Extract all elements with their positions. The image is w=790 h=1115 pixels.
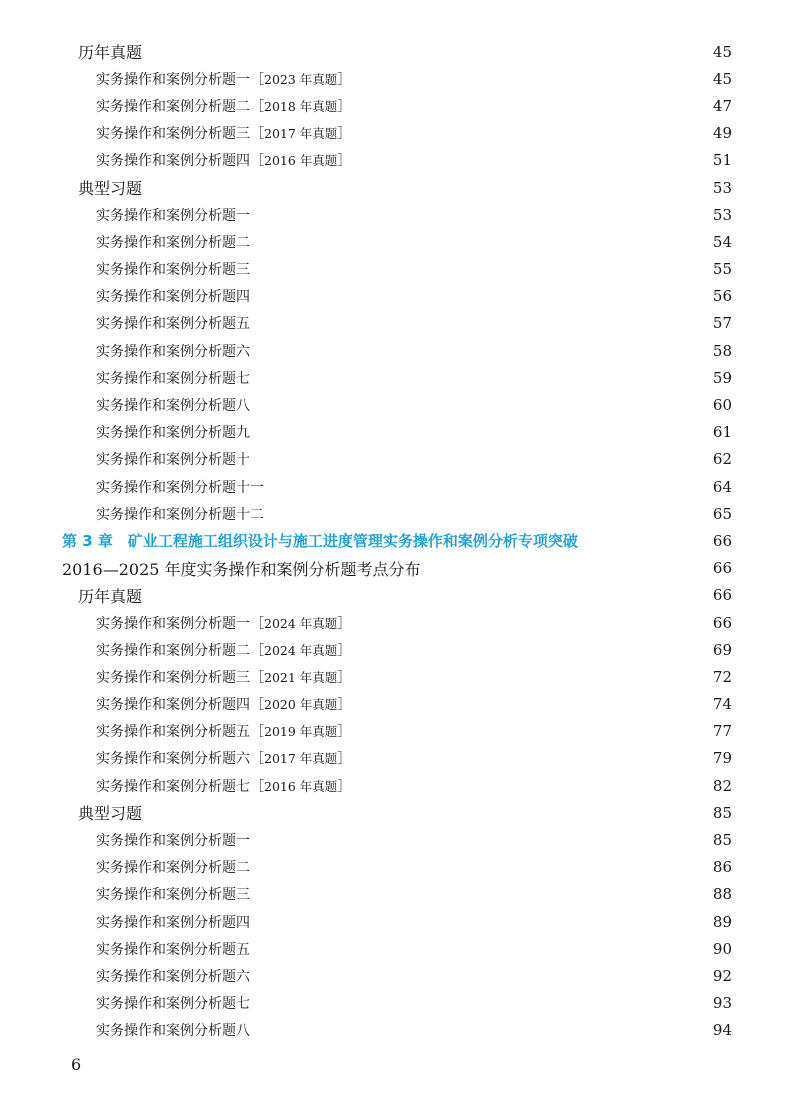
toc-entry-page: 49 bbox=[712, 124, 732, 143]
toc-entry-page: 51 bbox=[712, 151, 732, 170]
toc-entry-page: 85 bbox=[712, 803, 732, 822]
toc-entry-page: 61 bbox=[712, 423, 732, 442]
toc-entry[interactable] bbox=[62, 609, 732, 636]
bracket-close: ］ bbox=[337, 724, 352, 741]
dot-leader bbox=[256, 235, 698, 249]
toc-entry-title: 实务操作和案例分析题三 bbox=[96, 887, 250, 904]
toc-entry-title: 实务操作和案例分析题三 bbox=[96, 262, 250, 279]
dot-leader bbox=[256, 316, 698, 330]
bracket-open: ［ bbox=[250, 669, 264, 686]
bracket-open: ［ bbox=[250, 126, 264, 143]
toc-entry-page: 77 bbox=[712, 722, 732, 741]
toc-entry[interactable] bbox=[62, 745, 732, 772]
toc-entry-title: 实务操作和案例分析题二 bbox=[96, 860, 250, 877]
dot-leader bbox=[256, 969, 698, 983]
toc-entry-page: 57 bbox=[712, 314, 732, 333]
toc-entry[interactable] bbox=[62, 1017, 732, 1044]
toc-entry-page: 69 bbox=[712, 640, 732, 659]
toc-entry[interactable] bbox=[62, 65, 732, 92]
toc-entry[interactable] bbox=[62, 310, 732, 337]
toc-entry-title: 实务操作和案例分析题四 bbox=[96, 697, 250, 714]
toc-entry-year: 2023 年真题 bbox=[264, 71, 338, 87]
toc-entry-title: 实务操作和案例分析题十一 bbox=[96, 479, 264, 496]
toc-entry-title: 实务操作和案例分析题一 bbox=[96, 207, 250, 224]
toc-entry-title: 实务操作和案例分析题七 bbox=[96, 778, 250, 795]
toc-entry[interactable] bbox=[62, 92, 732, 119]
toc-entry[interactable] bbox=[62, 228, 732, 255]
bracket-open: ［ bbox=[250, 697, 264, 714]
dot-leader bbox=[256, 1023, 698, 1037]
toc-entry-page: 60 bbox=[712, 396, 732, 415]
toc-entry[interactable] bbox=[62, 826, 732, 853]
toc-entry-page: 56 bbox=[712, 287, 732, 306]
dot-leader bbox=[371, 724, 698, 738]
toc-entry[interactable] bbox=[62, 908, 732, 935]
toc-entry[interactable] bbox=[62, 38, 732, 65]
toc-entry-title: 实务操作和案例分析题四 bbox=[96, 153, 250, 170]
toc-entry-page: 66 bbox=[712, 559, 732, 578]
dot-leader bbox=[371, 99, 698, 113]
bracket-close: ］ bbox=[337, 697, 352, 714]
dot-leader bbox=[256, 398, 698, 412]
dot-leader bbox=[371, 643, 698, 657]
toc-entry-title: 实务操作和案例分析题六 bbox=[96, 751, 250, 768]
toc-entry-title: 实务操作和案例分析题九 bbox=[96, 425, 250, 442]
toc-entry-title: 实务操作和案例分析题二 bbox=[96, 98, 250, 115]
toc-entry-page: 59 bbox=[712, 368, 732, 387]
toc-entry-title: 实务操作和案例分析题八 bbox=[96, 398, 250, 415]
toc-entry[interactable] bbox=[62, 881, 732, 908]
dot-leader bbox=[256, 915, 698, 929]
toc-entry[interactable] bbox=[62, 854, 732, 881]
toc-entry-page: 82 bbox=[712, 776, 732, 795]
dot-leader bbox=[427, 561, 698, 575]
toc-entry-year: 2024 年真题 bbox=[264, 642, 338, 658]
toc-entry-title: 典型习题 bbox=[78, 804, 143, 824]
toc-entry-title: 实务操作和案例分析题七 bbox=[96, 370, 250, 387]
toc-entry[interactable] bbox=[62, 337, 732, 364]
dot-leader bbox=[256, 887, 698, 901]
toc-entry-page: 86 bbox=[712, 858, 732, 877]
toc-entry-page: 66 bbox=[712, 613, 732, 632]
toc-entry[interactable] bbox=[62, 283, 732, 310]
toc-entry-title: 历年真题 bbox=[78, 43, 143, 63]
toc-entry-title: 实务操作和案例分析题十二 bbox=[96, 506, 264, 523]
dot-leader bbox=[256, 833, 698, 847]
toc-entry-page: 85 bbox=[712, 831, 732, 850]
dot-leader bbox=[256, 452, 698, 466]
dot-leader bbox=[256, 344, 698, 358]
toc-entry-page: 66 bbox=[712, 531, 732, 550]
bracket-close: ］ bbox=[337, 669, 352, 686]
toc-entry[interactable] bbox=[62, 718, 732, 745]
page-number: 6 bbox=[71, 1055, 82, 1074]
toc-entry-page: 92 bbox=[712, 966, 732, 985]
toc-entry-page: 94 bbox=[712, 1021, 732, 1040]
dot-leader bbox=[371, 697, 698, 711]
dot-leader bbox=[584, 534, 698, 548]
toc-entry[interactable] bbox=[62, 636, 732, 663]
bracket-close: ］ bbox=[337, 98, 352, 115]
bracket-close: ］ bbox=[337, 153, 352, 170]
bracket-open: ［ bbox=[250, 778, 264, 795]
toc-entry-page: 62 bbox=[712, 450, 732, 469]
toc-entry[interactable] bbox=[62, 500, 732, 527]
toc-entry-page: 58 bbox=[712, 341, 732, 360]
toc-entry-title: 典型习题 bbox=[78, 179, 143, 199]
toc-entry-year: 2020 年真题 bbox=[264, 697, 338, 713]
dot-leader bbox=[270, 507, 698, 521]
dot-leader bbox=[256, 262, 698, 276]
toc-entry[interactable] bbox=[62, 174, 732, 201]
bracket-open: ［ bbox=[250, 615, 264, 632]
bracket-close: ］ bbox=[337, 751, 352, 768]
dot-leader bbox=[256, 208, 698, 222]
toc-entry[interactable] bbox=[62, 391, 732, 418]
dot-leader bbox=[371, 751, 698, 765]
dot-leader bbox=[148, 45, 698, 59]
toc-entry[interactable] bbox=[62, 663, 732, 690]
toc-entry-title: 历年真题 bbox=[78, 586, 143, 606]
toc-entry[interactable] bbox=[62, 201, 732, 228]
dot-leader bbox=[256, 425, 698, 439]
dot-leader bbox=[256, 996, 698, 1010]
toc-entry-page: 47 bbox=[712, 96, 732, 115]
toc-entry-year: 2019 年真题 bbox=[264, 724, 338, 740]
dot-leader bbox=[256, 289, 698, 303]
toc-entry-title: 实务操作和案例分析题二 bbox=[96, 234, 250, 251]
toc-entry-title: 实务操作和案例分析题一 bbox=[96, 833, 250, 850]
toc-entry-year: 2024 年真题 bbox=[264, 615, 338, 631]
dot-leader bbox=[270, 480, 698, 494]
dot-leader bbox=[148, 181, 698, 195]
toc-entry-page: 93 bbox=[712, 994, 732, 1013]
toc-entry-page: 45 bbox=[712, 69, 732, 88]
toc-entry-year: 2018 年真题 bbox=[264, 98, 338, 114]
bracket-close: ］ bbox=[337, 126, 352, 143]
dot-leader bbox=[256, 371, 698, 385]
dot-leader bbox=[371, 153, 698, 167]
toc-entry-page: 74 bbox=[712, 695, 732, 714]
toc-entry-title: 实务操作和案例分析题一 bbox=[96, 615, 250, 632]
toc-entry-page: 89 bbox=[712, 912, 732, 931]
toc-entry[interactable] bbox=[62, 582, 732, 609]
toc-entry-title: 实务操作和案例分析题五 bbox=[96, 316, 250, 333]
dot-leader bbox=[148, 806, 698, 820]
toc-entry-page: 72 bbox=[712, 667, 732, 686]
toc-entry-title: 实务操作和案例分析题二 bbox=[96, 642, 250, 659]
toc-entry[interactable] bbox=[62, 364, 732, 391]
toc-entry[interactable] bbox=[62, 772, 732, 799]
toc-entry-page: 88 bbox=[712, 885, 732, 904]
toc-entry-title: 实务操作和案例分析题七 bbox=[96, 996, 250, 1013]
toc-entry-year: 2017 年真题 bbox=[264, 751, 338, 767]
dot-leader bbox=[371, 670, 698, 684]
toc-entry[interactable] bbox=[62, 962, 732, 989]
toc-entry[interactable] bbox=[62, 446, 732, 473]
toc-entry-year: 2016 年真题 bbox=[264, 153, 338, 169]
toc-entry[interactable] bbox=[62, 256, 732, 283]
toc-entry[interactable] bbox=[62, 555, 732, 582]
toc-entry-title: 实务操作和案例分析题四 bbox=[96, 289, 250, 306]
dot-leader bbox=[371, 779, 698, 793]
toc-entry-page: 53 bbox=[712, 178, 732, 197]
toc-entry[interactable] bbox=[62, 990, 732, 1017]
toc-entry-year: 2016 年真题 bbox=[264, 778, 338, 794]
toc-entry[interactable] bbox=[62, 691, 732, 718]
table-of-contents bbox=[62, 38, 732, 1044]
toc-entry-page: 79 bbox=[712, 749, 732, 768]
toc-chapter-entry[interactable] bbox=[62, 527, 732, 554]
toc-entry-title: 2016—2025 年度实务操作和案例分析题考点分布 bbox=[62, 559, 421, 579]
toc-entry-title: 第 3 章 矿业工程施工组织设计与施工进度管理实务操作和案例分析专项突破 bbox=[62, 532, 578, 551]
dot-leader bbox=[148, 588, 698, 602]
toc-entry[interactable] bbox=[62, 935, 732, 962]
dot-leader bbox=[371, 616, 698, 630]
bracket-close: ］ bbox=[337, 71, 352, 88]
toc-entry-title: 实务操作和案例分析题五 bbox=[96, 724, 250, 741]
toc-entry-title: 实务操作和案例分析题一 bbox=[96, 71, 250, 88]
bracket-open: ［ bbox=[250, 71, 264, 88]
toc-entry[interactable] bbox=[62, 120, 732, 147]
toc-entry[interactable] bbox=[62, 147, 732, 174]
dot-leader bbox=[371, 72, 698, 86]
toc-entry-page: 66 bbox=[712, 586, 732, 605]
toc-entry-page: 53 bbox=[712, 205, 732, 224]
toc-entry-title: 实务操作和案例分析题八 bbox=[96, 1023, 250, 1040]
toc-entry-title: 实务操作和案例分析题三 bbox=[96, 669, 250, 686]
toc-entry[interactable] bbox=[62, 799, 732, 826]
bracket-open: ［ bbox=[250, 98, 264, 115]
toc-entry-title: 实务操作和案例分析题三 bbox=[96, 126, 250, 143]
bracket-open: ［ bbox=[250, 153, 264, 170]
bracket-close: ］ bbox=[337, 642, 352, 659]
toc-entry-title: 实务操作和案例分析题十 bbox=[96, 452, 250, 469]
toc-entry-page: 64 bbox=[712, 477, 732, 496]
bracket-open: ［ bbox=[250, 724, 264, 741]
toc-entry-title: 实务操作和案例分析题四 bbox=[96, 914, 250, 931]
dot-leader bbox=[371, 126, 698, 140]
toc-entry-page: 54 bbox=[712, 232, 732, 251]
toc-entry-title: 实务操作和案例分析题五 bbox=[96, 941, 250, 958]
toc-entry-page: 55 bbox=[712, 260, 732, 279]
dot-leader bbox=[256, 942, 698, 956]
bracket-close: ］ bbox=[337, 778, 352, 795]
toc-entry-page: 45 bbox=[712, 42, 732, 61]
bracket-close: ］ bbox=[337, 615, 352, 632]
toc-entry-page: 65 bbox=[712, 504, 732, 523]
toc-entry-year: 2021 年真题 bbox=[264, 669, 338, 685]
bracket-open: ［ bbox=[250, 751, 264, 768]
bracket-open: ［ bbox=[250, 642, 264, 659]
toc-entry[interactable] bbox=[62, 419, 732, 446]
toc-entry-title: 实务操作和案例分析题六 bbox=[96, 968, 250, 985]
toc-entry[interactable] bbox=[62, 473, 732, 500]
toc-entry-year: 2017 年真题 bbox=[264, 126, 338, 142]
toc-entry-page: 90 bbox=[712, 939, 732, 958]
dot-leader bbox=[256, 860, 698, 874]
toc-entry-title: 实务操作和案例分析题六 bbox=[96, 343, 250, 360]
